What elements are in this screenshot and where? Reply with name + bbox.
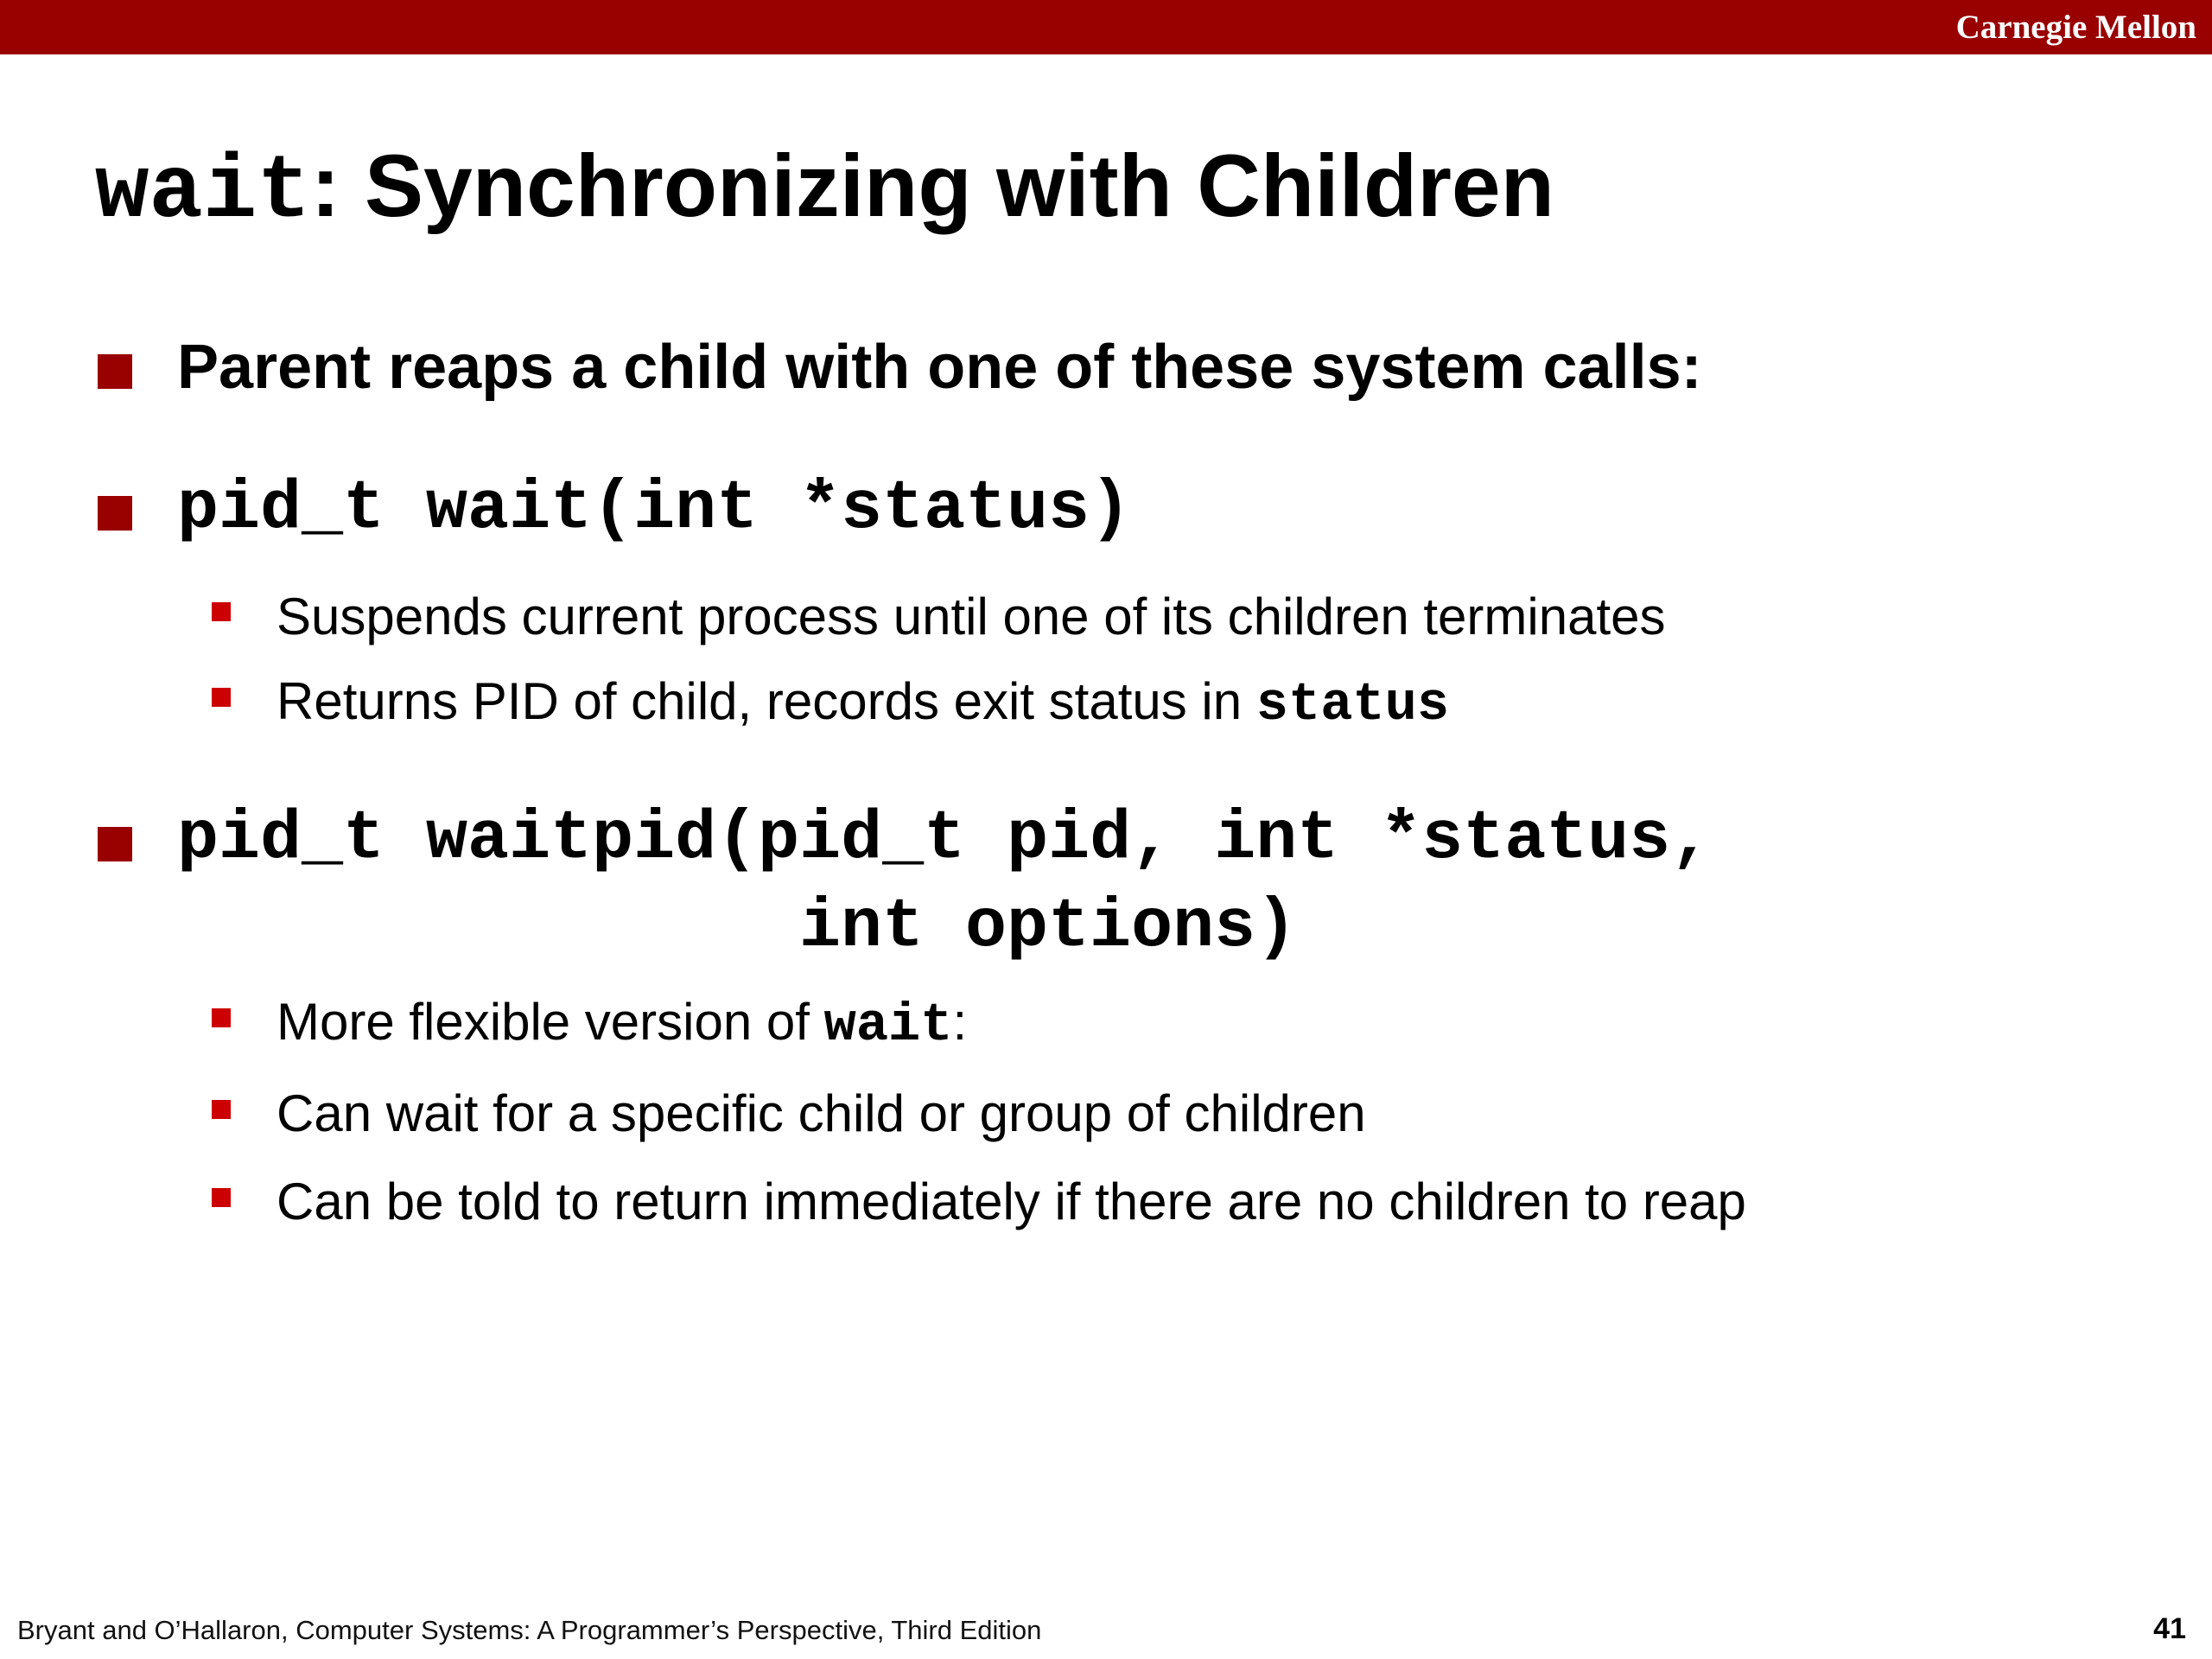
sub-bullet-marker (212, 1008, 231, 1027)
title-code: wait (95, 142, 311, 244)
sub-bullet-marker (212, 1100, 231, 1119)
bullet-wait-signature: pid_t wait(int *status) (177, 470, 1132, 549)
sub-bullet-marker (212, 1188, 231, 1207)
sub-bullet-suspends: Suspends current process until one of its children terminates (276, 588, 1666, 645)
bullet-marker (98, 827, 132, 861)
bullet-marker (98, 496, 132, 531)
sub-bullet-marker (212, 688, 231, 707)
sub-bullet-returns-pid-text: Returns PID of child, records exit status in (276, 672, 1256, 730)
sub-bullet-returns-pid (276, 669, 1449, 738)
header-bar (0, 0, 2212, 54)
title-text: : Synchronizing with Children (310, 137, 1554, 235)
bullet-waitpid-signature-line2: int options) (799, 888, 1298, 967)
sub-bullet-more-flexible-tail: : (952, 993, 968, 1051)
sub-bullet-specific-child: Can wait for a specific child or group of children (276, 1084, 1366, 1142)
sub-bullet-more-flexible-text: More flexible version of (276, 993, 824, 1051)
page-number: 41 (2153, 1612, 2186, 1645)
sub-bullet-more-flexible-code: wait (823, 995, 953, 1056)
bullet-marker (98, 354, 132, 389)
slide-title (95, 130, 1554, 249)
footer-citation: Bryant and O’Hallaron, Computer Systems: A Programmer’s Perspective, Third Edition (17, 1615, 1042, 1645)
sub-bullet-return-immediately: Can be told to return immediately if there are no children to reap (276, 1173, 1746, 1230)
sub-bullet-marker (212, 602, 231, 621)
sub-bullet-returns-pid-code: status (1255, 674, 1450, 735)
sub-bullet-more-flexible (276, 989, 967, 1058)
bullet-waitpid-signature-line1: pid_t waitpid(pid_t pid, int *status, (177, 800, 1713, 879)
bullet-parent-reaps: Parent reaps a child with one of these system calls: (177, 333, 1702, 402)
brand-label: Carnegie Mellon (1955, 9, 2196, 46)
